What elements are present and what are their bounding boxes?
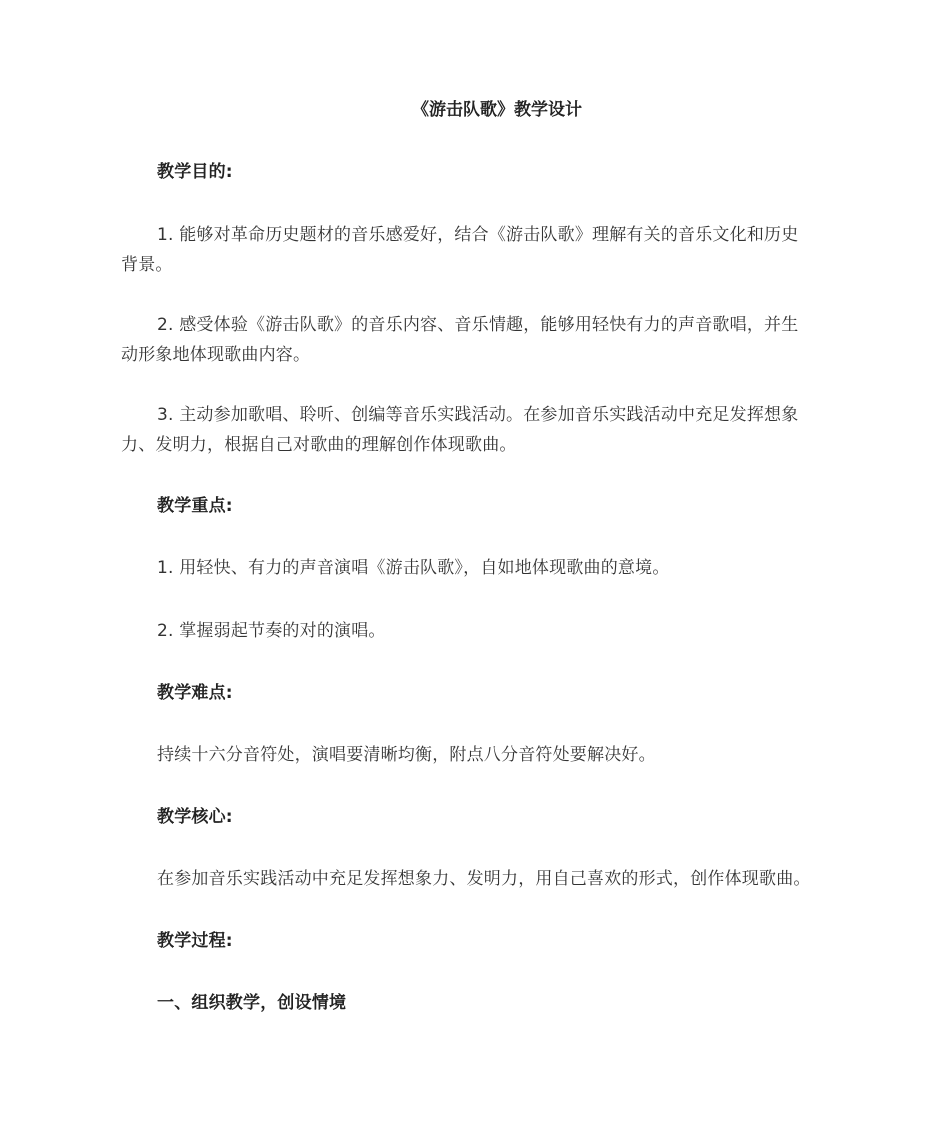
- objective-3-line-2: 力、发明力，根据自己对歌曲的理解创作体现歌曲。: [121, 435, 517, 455]
- objective-1-line-1: 1. 能够对革命历史题材的音乐感爱好，结合《游击队歌》理解有关的音乐文化和历史: [157, 225, 799, 245]
- process-heading: 教学过程:: [157, 931, 233, 951]
- objective-2-line-2: 动形象地体现歌曲内容。: [121, 345, 311, 365]
- keypoint-2: 2. 掌握弱起节奏的对的演唱。: [157, 621, 386, 641]
- objective-1-line-2: 背景。: [121, 255, 173, 275]
- document-title: 《游击队歌》教学设计: [412, 100, 582, 120]
- difficulty-heading: 教学难点:: [157, 683, 233, 703]
- objective-3-line-1: 3. 主动参加歌唱、聆听、创编等音乐实践活动。在参加音乐实践活动中充足发挥想象: [157, 405, 799, 425]
- difficulty-text: 持续十六分音符处，演唱要清晰均衡，附点八分音符处要解决好。: [157, 745, 656, 765]
- objectives-heading: 教学目的:: [157, 162, 233, 182]
- core-text: 在参加音乐实践活动中充足发挥想象力、发明力，用自己喜欢的形式，创作体现歌曲。: [157, 869, 811, 889]
- section-1-heading: 一、组织教学，创设情境: [157, 993, 347, 1013]
- keypoint-1: 1. 用轻快、有力的声音演唱《游击队歌》，自如地体现歌曲的意境。: [157, 558, 670, 578]
- keypoints-heading: 教学重点:: [157, 496, 233, 516]
- objective-2-line-1: 2. 感受体验《游击队歌》的音乐内容、音乐情趣，能够用轻快有力的声音歌唱，并生: [157, 315, 799, 335]
- core-heading: 教学核心:: [157, 807, 233, 827]
